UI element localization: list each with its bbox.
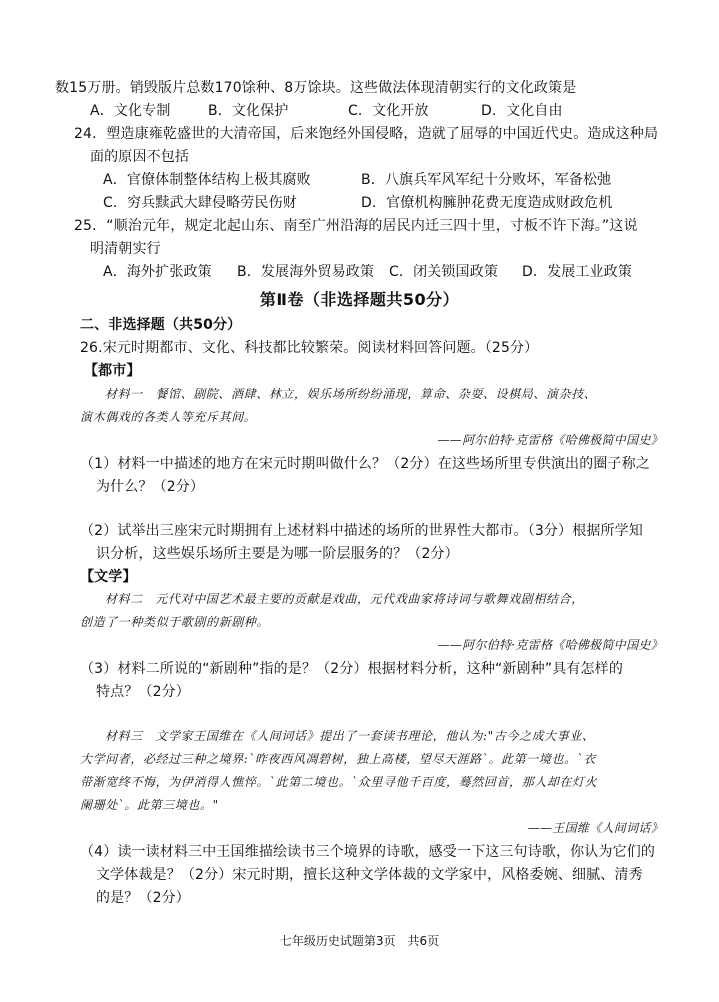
q25-option-c[interactable]: C．闭关锁国政策	[389, 264, 498, 280]
subq-1-line2: 为什么？（2分）	[96, 479, 205, 495]
q25-stem-line2: 明清朝实行	[90, 241, 161, 257]
material-3-line4: 阑珊处`。此第三境也。"	[80, 798, 219, 812]
material-3-source: ——王国维《人间词话》	[527, 821, 663, 835]
subq-2-line1: （2）试举出三座宋元时期拥有上述材料中描述的场所的世界性大都市。（3分）根据所学知	[80, 523, 643, 539]
q23-option-a[interactable]: A．文化专制	[90, 103, 171, 119]
material-1-source: ——阿尔伯特·克雷格《哈佛极简中国史》	[437, 433, 663, 447]
material-3-line1: 材料三 文学家王国维在《人间词话》提出了一套读书理论，他认为:"古今之成大事业、	[105, 729, 595, 743]
q23-options	[90, 103, 563, 120]
q24-options-row2	[103, 195, 612, 212]
q24-stem-line2: 面的原因不包括	[90, 149, 190, 165]
q23-option-d[interactable]: D．文化自由	[481, 103, 563, 119]
section-heading: 二、非选择题（共50分）	[80, 317, 242, 333]
material-3-line2: 大学问者，必经过三种之境界:`昨夜西风凋碧树，独上高楼，望尽天涯路`。此第一境也。`衣	[80, 752, 596, 766]
material-1-line2: 演木偶戏的各类人等充斥其间。	[80, 410, 257, 424]
q25-option-b[interactable]: B．发展海外贸易政策	[237, 264, 375, 280]
subq-2-line2: 识分析，这些娱乐场所主要是为哪一阶层服务的？（2分）	[96, 546, 459, 562]
q24-stem-line1: 24．塑造康雍乾盛世的大清帝国，后来饱经外国侵略，造就了屈辱的中国近代史。造成这种局	[74, 126, 659, 142]
q25-options	[103, 264, 632, 281]
q24-option-a[interactable]: A．官僚体制整体结构上极其腐败	[103, 172, 311, 188]
q25-option-d[interactable]: D．发展工业政策	[522, 264, 632, 280]
q24-option-b[interactable]: B．八旗兵军风军纪十分败坏，军备松弛	[361, 172, 612, 188]
subq-3-line1: （3）材料二所说的“新剧种”指的是？（2分）根据材料分析，这种“新剧种”具有怎样的	[80, 661, 623, 677]
q23-option-c[interactable]: C．文化开放	[348, 103, 429, 119]
q24-options-row1	[103, 172, 611, 189]
material-3-line3: 带渐宽终不悔，为伊消得人憔悴。`此第二境也。`众里寻他千百度，蓦然回首，那人却在灯火	[80, 775, 598, 789]
tag-literature: 【文学】	[80, 569, 137, 585]
q25-option-a[interactable]: A．海外扩张政策	[103, 264, 212, 280]
q23-option-b[interactable]: B．文化保护	[208, 103, 289, 119]
q24-option-d[interactable]: D．官僚机构臃肿花费无度造成财政危机	[361, 195, 613, 211]
q23-continuation: 数15万册。销毁版片总数170馀种、8万馀块。这些做法体现清朝实行的文化政策是	[55, 80, 577, 96]
material-2-line1: 材料二 元代对中国艺术最主要的贡献是戏曲，元代戏曲家将诗词与歌舞戏剧相结合，	[105, 592, 584, 606]
material-2-source: ——阿尔伯特·克雷格《哈佛极简中国史》	[437, 638, 663, 652]
material-1-line1: 材料一 餐馆、剧院、酒肆、林立，娱乐场所纷纷涌现，算命、杂耍、设棋局、演杂技、	[105, 387, 597, 401]
q25-stem-line1: 25．“顺治元年，规定北起山东、南至广州沿海的居民内迁三四十里，寸板不许下海。”这说	[74, 218, 638, 234]
q26-intro: 26.宋元时期都市、文化、科技都比较繁荣。阅读材料回答问题。（25分）	[80, 340, 539, 356]
material-2-line2: 创造了一种类似于歌剧的新剧种。	[80, 615, 270, 629]
subq-1-line1: （1）材料一中描述的地方在宋元时期叫做什么？（2分）在这些场所里专供演出的圈子称之	[80, 456, 650, 472]
subq-4-line2: 文学体裁是？（2分）宋元时期，擅长这种文学体裁的文学家中，风格委婉、细腻、清秀	[96, 867, 643, 883]
subq-3-line2: 特点？（2分）	[96, 684, 190, 700]
page-footer: 七年级历史试题第3页 共6页	[279, 934, 440, 948]
subq-4-line1: （4）读一读材料三中王国维描绘读书三个境界的诗歌，感受一下这三句诗歌，你认为它们的	[80, 844, 656, 860]
tag-city: 【都市】	[84, 363, 141, 379]
subq-4-line3: 的是？（2分）	[96, 890, 190, 906]
q24-option-c[interactable]: C．穷兵黩武大肆侵略劳民伤财	[103, 195, 297, 211]
part2-title: 第Ⅱ卷（非选择题共50分）	[259, 290, 460, 309]
